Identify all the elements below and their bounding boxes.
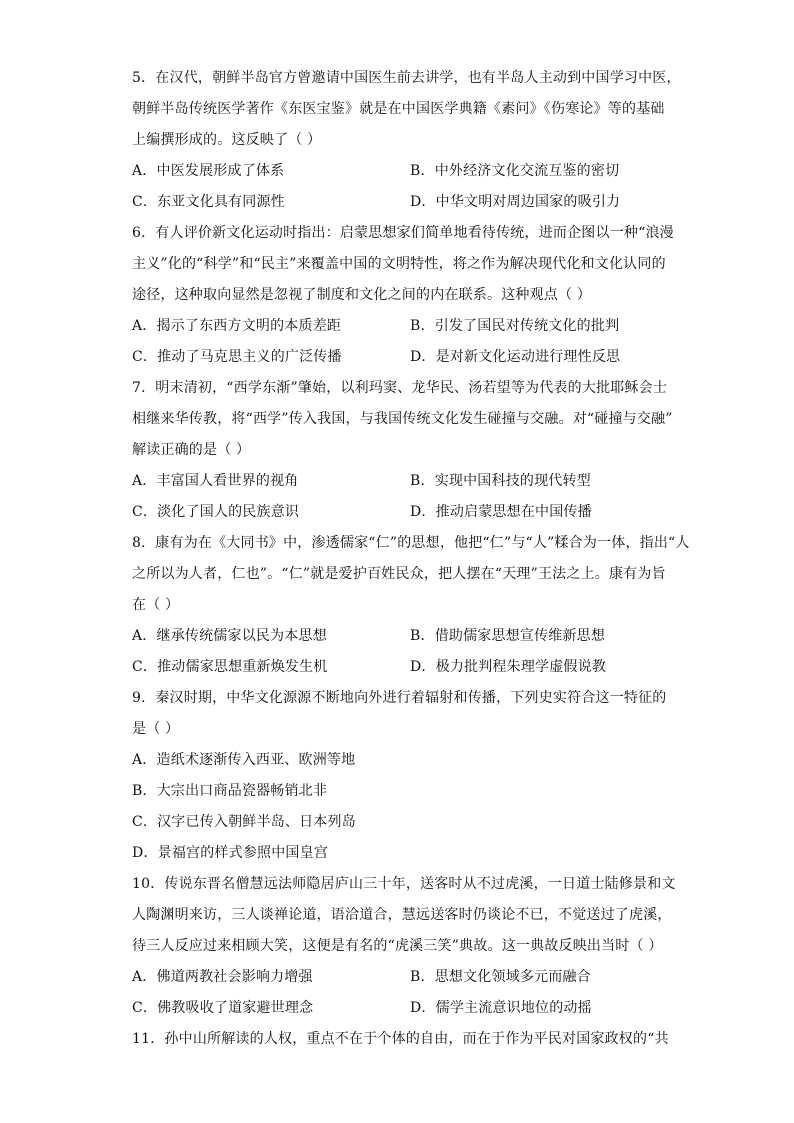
q10-option-d: D．儒学主流意识地位的动摇	[410, 1000, 592, 1016]
q7-option-a: A．丰富国人看世界的视角	[132, 473, 299, 489]
q7-option-c: C．淡化了国人的民族意识	[132, 504, 300, 520]
q10-stem-line-2: 人陶渊明来访，三人谈禅论道，语洽道合，慧远送客时仍谈论不已，不觉送过了虎溪，	[132, 907, 672, 923]
q5-stem-line-1: 5．在汉代，朝鲜半岛官方曾邀请中国医生前去讲学，也有半岛人主动到中国学习中医，	[132, 70, 681, 86]
q5-option-a: A．中医发展形成了体系	[132, 163, 285, 179]
q10-option-c: C．佛教吸收了道家避世理念	[132, 1000, 314, 1016]
q7-stem-line-2: 相继来华传教，将“西学”传入我国，与我国传统文化发生碰撞与交融。对“碰撞与交融”	[132, 411, 673, 427]
q6-option-c: C．推动了马克思主义的广泛传播	[132, 349, 342, 365]
q9-stem-line-2: 是（ ）	[132, 721, 180, 737]
q5-option-c: C．东亚文化具有同源性	[132, 194, 285, 210]
q6-stem-line-3: 途径，这种取向显然是忽视了制度和文化之间的内在联系。这种观点（ ）	[132, 287, 592, 303]
q6-stem-line-1: 6．有人评价新文化运动时指出：启蒙思想家们简单地看待传统，进而企图以一种“浪漫	[132, 225, 674, 241]
q6-stem-line-2: 主义”化的“科学”和“民主”来覆盖中国的文明特性，将之作为解决现代化和文化认同的	[132, 256, 666, 272]
q8-option-b: B．借助儒家思想宣传维新思想	[410, 628, 606, 644]
q5-stem-line-2: 朝鲜半岛传统医学著作《东医宝鉴》就是在中国医学典籍《素问》《伤寒论》等的基础	[132, 101, 665, 117]
q9-option-d: D．景福宫的样式参照中国皇宫	[132, 845, 329, 861]
q8-option-a: A．继承传统儒家以民为本思想	[132, 628, 327, 644]
q7-option-d: D．推动启蒙思想在中国传播	[410, 504, 592, 520]
q8-stem-line-3: 在（ ）	[132, 597, 180, 613]
q10-stem-line-1: 10．传说东晋名僧慧远法师隐居庐山三十年，送客时从不过虎溪，一日道士陆修景和文	[132, 876, 676, 892]
q5-option-d: D．中华文明对周边国家的吸引力	[410, 194, 621, 210]
q10-option-b: B．思想文化领域多元而融合	[410, 969, 591, 985]
q6-option-d: D．是对新文化运动进行理性反思	[410, 349, 621, 365]
q9-option-a: A．造纸术逐渐传入西亚、欧洲等地	[132, 752, 356, 768]
q8-option-c: C．推动儒家思想重新焕发生机	[132, 659, 328, 675]
q5-stem-line-3: 上编撰形成的。这反映了（ ）	[132, 132, 322, 148]
q10-stem-line-3: 待三人反应过来相顾大笑，这便是有名的“虎溪三笑”典故。这一典故反映出当时（ ）	[132, 938, 663, 954]
q9-option-b: B．大宗出口商品瓷器畅销北非	[132, 783, 328, 799]
q8-option-d: D．极力批判程朱理学虚假说教	[410, 659, 607, 675]
q7-stem-line-1: 7．明末清初，“西学东渐”肇始，以利玛窦、龙华民、汤若望等为代表的大批耶稣会士	[132, 380, 668, 396]
q7-stem-line-3: 解读正确的是（ ）	[132, 442, 251, 458]
q9-stem-line-1: 9．秦汉时期，中华文化源源不断地向外进行着辐射和传播，下列史实符合这一特征的	[132, 690, 667, 706]
q9-option-c: C．汉字已传入朝鲜半岛、日本列岛	[132, 814, 356, 830]
q7-option-b: B．实现中国科技的现代转型	[410, 473, 591, 489]
q11-stem-line-1: 11．孙中山所解读的人权，重点不在于个体的自由，而在于作为平民对国家政权的“共	[132, 1031, 669, 1047]
q8-stem-line-1: 8．康有为在《大同书》中，渗透儒家“仁”的思想，他把“仁”与“人”糅合为一体，指出“人	[132, 535, 690, 551]
q5-option-b: B．中外经济文化交流互鉴的密切	[410, 163, 620, 179]
q6-option-b: B．引发了国民对传统文化的批判	[410, 318, 620, 334]
q8-stem-line-2: 之所以为人者，仁也”。“仁”就是爱护百姓民众，把人摆在“天理”王法之上。康有为旨	[132, 566, 666, 582]
q6-option-a: A．揭示了东西方文明的本质差距	[132, 318, 342, 334]
q10-option-a: A．佛道两教社会影响力增强	[132, 969, 313, 985]
